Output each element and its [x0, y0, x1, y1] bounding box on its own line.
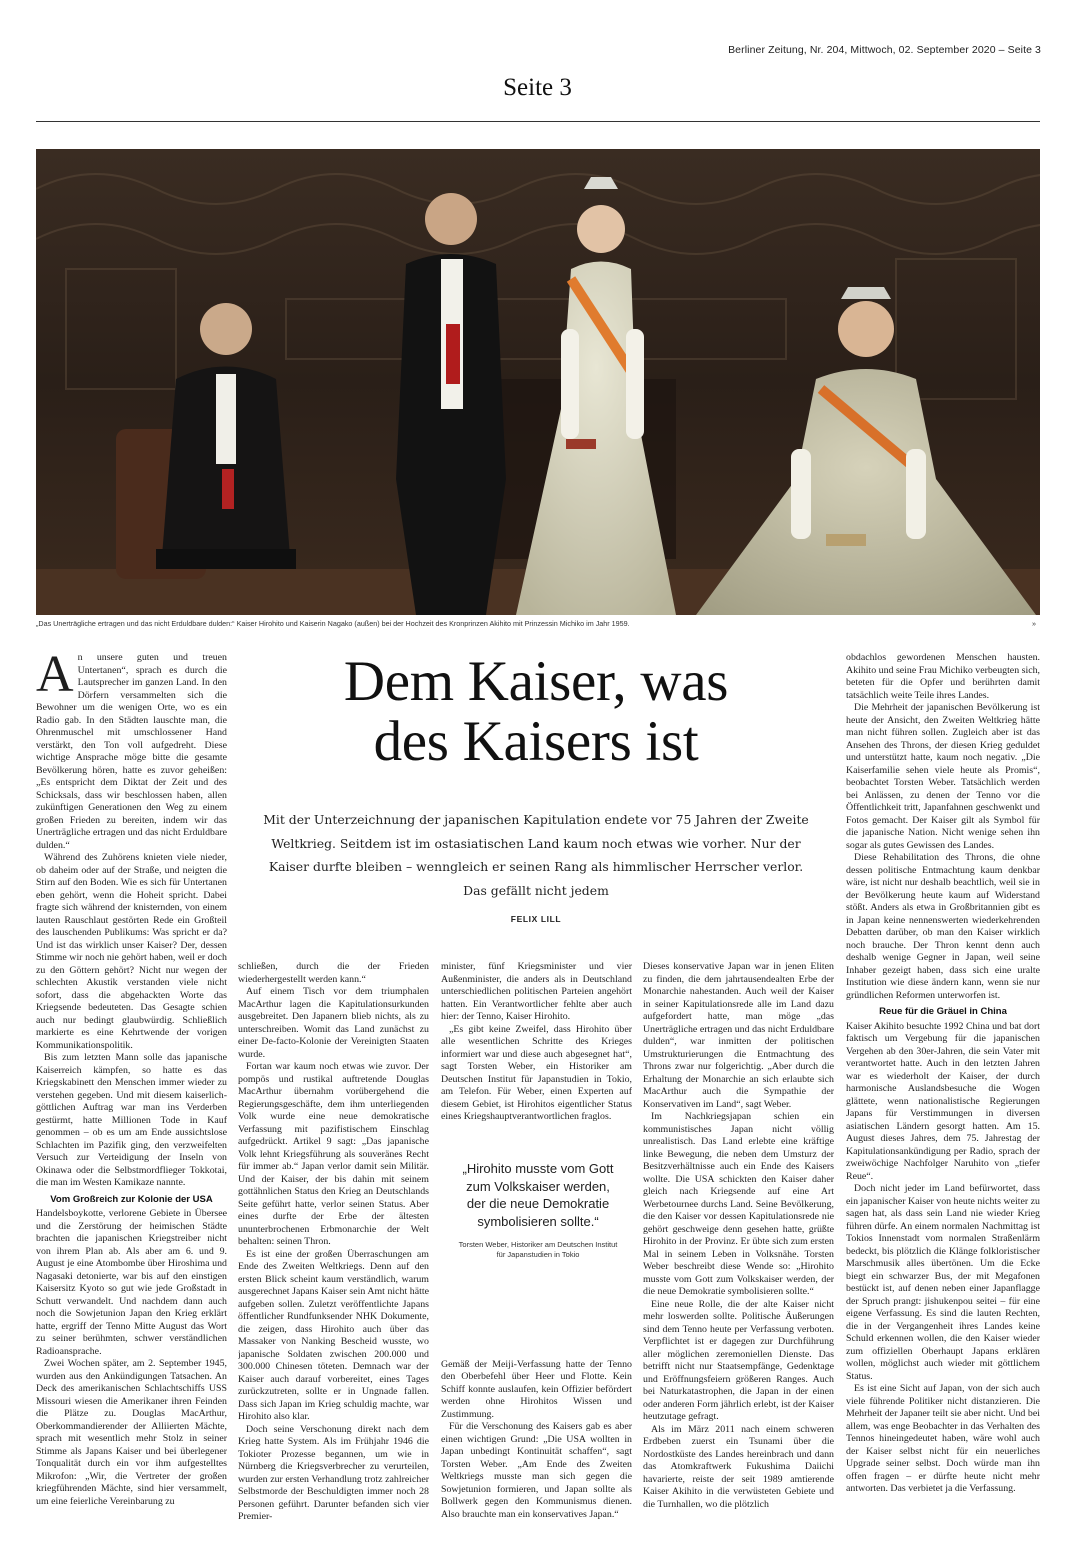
pullquote	[455, 1160, 621, 1260]
subheading: Vom Großreich zur Kolonie der USA	[50, 1193, 213, 1205]
lead-paragraph: Mit der Unterzeichnung der japanischen Kapitulation endete vor 75 Jahren der Zweite Weltkrieg. Seitdem ist im ostasiatischen Land kaum noch etwas wie vorher. Nur der Kaiser durfte bleiben – wenngleich er seinen Rang als himmlischer Herrscher verlor. Das gefällt nicht jedem	[263, 812, 809, 898]
paragraph: Fortan war kaum noch etwas wie zuvor. Der pompös und rustikal auftretende Douglas MacArthur übernahm vorübergehend die Regierungsgeschäfte, dem ihm unterliegenden Volk wurde eine neue demokratische Verfassung mit pazifistischem Einschlag aufgedrückt. Artikel 9 sagt: „Das japanische Volk lehnt Kriegsführung als souveränes Recht für immer ab.“ Japan verlor damit sein Militär. Und der Kaiser, der bis dahin mit seinem gottähnlichen Status den Krieg an Deutschlands Seite geführt hatte, verlor seinen Status. Aber eines durfte der Erbe der ältesten ununterbrochenen Erbmonarchie der Welt behalten: seinen Thron.	[238, 1061, 429, 1247]
paragraph: „Es gibt keine Zweifel, dass Hirohito über alle wesentlichen Schritte des Krieges informiert war und diese auch abgesegnet hat“, sagt Torsten Weber, ein Historiker am Deutschen Institut für Japanstudien in Tokio, am Telefon. Für Weber, einen Experten auf diesem Gebiet, ist Hirohitos eigentlicher Status eines Kriegshauptverantwortlichen fraglos.	[441, 1023, 632, 1122]
header-rule	[36, 121, 1040, 122]
paragraph: Kaiser Akihito besuchte 1992 China und bat dort faktisch um Vergebung für die japanischen Vergehen ab den 30er-Jahren, die sein Vater mit verantwortet hatte. Auch in den letzten Jahren war es wiederholt der Kaiser, der durch harmonische Auslandsbesuche die Wogen glättete, wenn nationalistische Regierungen Japans für Verstimmungen in diversen asiatischen Ländern gesorgt hatten. Am 15. August dieses Jahres, dem 75. Jahrestag der Kapitulationsankündigung per Radio, sprach der zweiwöchige Nachfolger Naruhito von „tiefer Reue“.	[846, 1020, 1040, 1182]
page-meta-header: Berliner Zeitung, Nr. 204, Mittwoch, 02. September 2020 – Seite 3	[728, 44, 1041, 56]
paragraph: schließen, durch die der Frieden wiederhergestellt werden kann.“	[238, 961, 429, 985]
paragraph: Zwei Wochen später, am 2. September 1945, wurden aus den Ankündigungen Tatsachen. An Deck des amerikanischen Schlachtschiffs USS Missouri wiesen die Amerikaner ihren Feinden die Plätze zu. Douglas MacArthur, Oberkommandierender der Alliierten Mächte, sprach mit wesentlich mehr Stolz in seiner Stimme als Japans Kaiser und bei überlegener Tonqualität durch ein vor ihm aufgestelltes Mikrofon: „Wir, die Vertreter der großen kriegführenden Mächte, sind hier versammelt, um eine feierliche Vereinbarung zu	[36, 1358, 227, 1507]
caption-continuation-mark: »	[1032, 619, 1036, 628]
paragraph: Im Nachkriegsjapan schien ein kommunistisches Japan nicht völlig unrealistisch. Das Land erlebte eine kräftige linke Bewegung, die neben dem Umsturz der Besitzverhältnisse auch ein Ende des Kaisers wollte. Die USA schickten den Kaiser daher gleich nach Kriegsende auf eine Art Werbetournee durchs Land. Seine Bevölkerung, die den Kaiser vor dessen Kapitulationsrede nie gehört geschweige denn gesehen hatte, grüßte Hirohito in der Provinz. Er übte sich zum ersten Mal in seinem Leben in Volksnähe. Torsten Weber beschreibt diese Wende so: „Hirohito musste vom Gott zum Volkskaiser werden, der die neue Demokratie symbolisieren sollte.“	[643, 1111, 834, 1297]
headline-line-1: Dem Kaiser, was	[343, 650, 729, 713]
paragraph: Dieses konservative Japan war in jenen Eliten zu finden, die dem jahrtausendealten Erbe der Monarchie nahestanden. Auch weil der Kaiser in seiner Kapitulationsrede alle im Land dazu aufgefordert hatte, man möge „das Unerträgliche ertragen und das nicht Erduldbare dulden“, war inmitten der politischen Umstrukturierungen die Entmachtung des Throns zwar nur folgerichtig. „Aber durch die Erhaltung der Monarchie an sich erlaubte sich MacArthur auch die Sympathie der Konservativen im Land“, sagt Weber.	[643, 961, 834, 1110]
pullquote-source: Torsten Weber, Historiker am Deutschen Institut für Japanstudien in Tokio	[458, 1240, 618, 1259]
drop-cap: A	[36, 652, 74, 703]
byline: FELIX LILL	[510, 914, 562, 924]
photo-caption: „Das Unerträgliche ertragen und das nicht Erduldbare dulden:“ Kaiser Hirohito und Kaiserin Nagako (außen) bei der Hochzeit des Kronprinzen Akihito mit Prinzessin Michiko im Jahr 1959.	[36, 619, 630, 628]
pullquote-text: „Hirohito musste vom Gott zum Volkskaiser werden, der die neue Demokratie symbolisieren sollte.“	[462, 1161, 614, 1229]
article-column-5	[846, 652, 1040, 1547]
paragraph: Es ist eine der großen Überraschungen am Ende des Zweiten Weltkriegs. Denn auf den ersten Blick scheint kaum verständlich, warum ausgerechnet Japans Kaiser sein Amt nicht hätte aufgeben sollen. Zuletzt veröffentlichte Japans öffentlicher Rundfunksender NHK Dokumente, die zeigen, dass Hirohito auch über das Massaker von Nanking Bescheid wusste, wo japanische Soldaten zwischen 200.000 und 300.000 Chinesen töteten. Demnach war der Kaiser auch darauf vorbereitet, eines Tages zurückzutreten, sollte er in Ungnade fallen. Dass sich Japan im Krieg schuldig machte, war Hirohito also klar.	[238, 1248, 429, 1422]
paragraph: Auf einem Tisch vor dem triumphalen MacArthur lagen die Kapitulationsurkunden ausgebreitet. Den Japanern blieb nichts, als zu unterschreiben. Womit das Land zunächst zu einer De-facto-Kolonie der Vereinigten Staaten wurde.	[238, 986, 429, 1060]
paragraph-text: n unsere guten und treuen Untertanen“, sprach es durch die Lautsprecher im ganzen Land. In den Dörfern versammelten sich die Bewohner um die wenigen Orte, wo es ein Radio gab. In den Städten lauschte man, die Ohrenmuschel mit umschlossener Hand verstärkt, den Ton voll aufgedreht. Diese wichtige Ansprache möge bitte die gesamte Bevölkerung hören, hatte es zuvor geheißen: „Es entspricht dem Diktat der Zeit und des Schicksals, dass wir beschlossen haben, allen zukünftigen Generationen den Weg zu einem großen Frieden zu bereiten, indem wir das Unerträgliche ertragen und das nicht Erduldbare dulden.“	[36, 652, 227, 851]
paragraph: Bis zum letzten Mann solle das japanische Kaiserreich kämpfen, so hatte es das Kriegskabinett den Menschen immer wieder zu verstehen gegeben. Und mit diesem kaiserlich-göttlichen Auftrag war man ins Verderben gestürmt, hatte Millionen Tode in Kauf genommen – ob es um am Ende aussichtslose Schlachten im Pazifik ging, den verzweifelten Versuch zur Verteidigung der Inseln von Okinawa oder die Selbstmordflieger Tokkotai, die man im Westen Kamikaze nannte.	[36, 1052, 227, 1188]
page-title: Seite 3	[503, 74, 572, 101]
paragraph	[36, 652, 227, 852]
article-column-1	[36, 652, 227, 1547]
subheading: Reue für die Gräuel in China	[879, 1006, 1007, 1017]
paragraph: Die Mehrheit der japanischen Bevölkerung ist heute der Ansicht, den Zweiten Weltkrieg hätte man nicht führen sollen. Zugleich aber ist das Ansehen des Throns, der diesen Krieg geduldet und unterstützt hatte, kaum noch negativ. „Die Kaiserfamilie sehen viele heute als Promis“, beobachtet Torsten Weber. Tatsächlich werden bei Anlässen, zu denen der Tenno vor die Öffentlichkeit tritt, Japanfahnen geschwenkt und Fotos gemacht. Der Kaiser gilt als Symbol für die japanische Nation. Nicht wenige sehen ihn sogar als gutes Gewissen des Landes.	[846, 702, 1040, 851]
paragraph: Handelsboykotte, verlorene Gebiete in Übersee und die Zerstörung der heimischen Städte brachten die japanischen Kriegstreiber nicht von ihrem Plan ab. Als aber am 6. und 9. August je eine Atombombe über Hiroshima und Nagasaki detonierte, war bis auf den einstigen Kaisersitz Kyoto so gut wie jede Großstadt in Schutt verwandelt. Und nachdem dann auch noch die Sowjetunion Japan den Krieg erklärt hatte, ergriff der Tenno Mitte August das Wort zu seiner berühmten, schwer verständlichen Radioansprache.	[36, 1208, 227, 1357]
paragraph: obdachlos gewordenen Menschen hausten. Akihito und seine Frau Michiko verbeugten sich, beteten für die Opfer und berührten damit tatsächlich weite Teile ihres Landes.	[846, 652, 1040, 701]
headline	[238, 652, 834, 772]
article-column-4	[643, 961, 834, 1547]
paragraph: Während des Zuhörens knieten viele nieder, ob daheim oder auf der Straße, und neigten die Stirn auf den Boden. Wie es sich für Untertanen eben gehört, wenn die Hoheit spricht. Dabei fragte sich während der knisternden, von einem lauten Rauschlaut gestörten Rede ein Großteil des lauschenden Publikums: Was spricht er da? Und ist das wirklich unser Kaiser? Der, dessen Stimme wir noch nie gehört haben, weil er doch zu den Göttern gehört? Nicht nur wegen der schlechten Akustik verstanden viele nicht sofort, dass die abgehackten Worte das Kriegsende bedeuteten. Das Gesagte schien auch nur bedingt glaubwürdig. Schließlich markierte es eine Kehrtwende der vorigen Kommunikationspolitik.	[36, 852, 227, 1051]
paragraph: Es ist eine Sicht auf Japan, von der sich auch viele führende Politiker nicht distanzieren. Die Mehrheit der Japaner teilt sie aber nicht. Und bei allem, was enge Beobachter in das Verhalten des Tennos hineingedeutet haben, wäre wohl auch der Kaiser selbst nicht für ein neuerliches Upgrade seiner selbst. Doch würde man ihn offen fragen – er dürfte heute nicht mehr antworten. Das verbietet ja die Verfassung.	[846, 1383, 1040, 1494]
paragraph: Eine neue Rolle, die der alte Kaiser nicht mehr loswerden sollte. Politische Äußerungen sind dem Tenno heute per Verfassung verboten. Verpflichtet ist er dagegen zur Durchführung aller möglichen zeremoniellen Dienste. Das betrifft nicht nur Staatsempfänge, Gedenktage und Eröffnungsfeiern größeren Ranges. Auch bei Naturkatastrophen, die Japan in der einen oder anderen Form jährlich erlebt, ist der Kaiser heutzutage gefragt.	[643, 1298, 834, 1422]
paragraph: Gemäß der Meiji-Verfassung hatte der Tenno den Oberbefehl über Heer und Flotte. Kein Schiff konnte auslaufen, kein Offizier befördert werden ohne Hirohitos Wissen und Zustimmung.	[441, 1358, 632, 1420]
headline-line-2: des Kaisers ist	[373, 710, 699, 773]
article-column-2	[238, 961, 429, 1547]
paragraph: Als im März 2011 nach einem schweren Erdbeben zuerst ein Tsunami über die Nordostküste des Landes hereinbrach und dann das Atomkraftwerk Fukushima Daiichi havarierte, reiste der seit 1989 amtierende Kaiser Akihito in die verwüsteten Gebiete und die Turnhallen, wo die plötzlich	[643, 1423, 834, 1510]
paragraph: minister, fünf Kriegsminister und vier Außenminister, die anders als in Deutschland unterschiedlichen politischen Parteien angehört hatten. Ein Verantwortlicher fehlte aber auch hier: der Tenno, Kaiser Hirohito.	[441, 961, 632, 1022]
paragraph: Für die Verschonung des Kaisers gab es aber einen wichtigen Grund: „Die USA wollten in Japan unbedingt Kontinuität schaffen“, sagt Torsten Weber. „Am Ende des Zweiten Weltkriegs musste man sich gegen die Sowjetunion formieren, und Japan sollte als Bollwerk gegen den Kommunismus dienen. Also brauchte man ein konservatives Japan.“	[441, 1421, 632, 1520]
photo-icon	[36, 149, 1040, 615]
paragraph: Doch seine Verschonung direkt nach dem Krieg hatte System. Als im Frühjahr 1946 die Tokioter Prozesse begannen, um wie in Nürnberg die Kriegsverbrecher zu verurteilen, wurden zur ersten Verhandlung trotz zahlreicher Selbstmorde der Beschuldigten immer noch 28 Personen geführt. Darunter befanden sich vier Premier-	[238, 1423, 429, 1522]
article-photo	[36, 149, 1040, 615]
paragraph: Diese Rehabilitation des Throns, die ohne dessen politische Entmachtung kaum denkbar wäre, ist nicht nur deshalb beachtlich, weil sie in der Bevölkerung heute kaum auf Widerstand stößt. Anders als etwa in Großbritannien gibt es in Japan keine nennenswerten wiederkehrenden Debatten darüber, ob man den Kaiser wirklich noch brauche. Der Thron kennt denn auch deshalb wenige Gegner in Japan, weil seine Inhaber gezeigt haben, dass sich eine uralte Institution wie diese ändern kann, wenn sie nur gründlichen Reformen unterworfen ist.	[846, 852, 1040, 1001]
paragraph: Doch nicht jeder im Land befürwortet, dass ein japanischer Kaiser von heute nichts weiter zu sagen hat, als dass sein Land nie wieder Krieg führen dürfe. An einem normalen Nachmittag ist Tokios Innenstadt vom normalen Straßenlärm bedeckt, bis plötzlich die Klänge folkloristischer Marschmusik alles übertönen. Um die Ecke biegt ein schwarzer Bus, der mit Megafonen bestückt ist, auf denen neben einer Japanflagge der Spruch prangt: jishukenpou seitei – für eine eigene Verfassung. Es sind die lauten Rechten, die in der Vergangenheit ihres Landes keine Schuld erkennen wollen, die den Kaiser wieder zum offiziellen Oberhaupt Japans erklären wollen, möglichst auch wieder mit göttlichem Status.	[846, 1183, 1040, 1382]
